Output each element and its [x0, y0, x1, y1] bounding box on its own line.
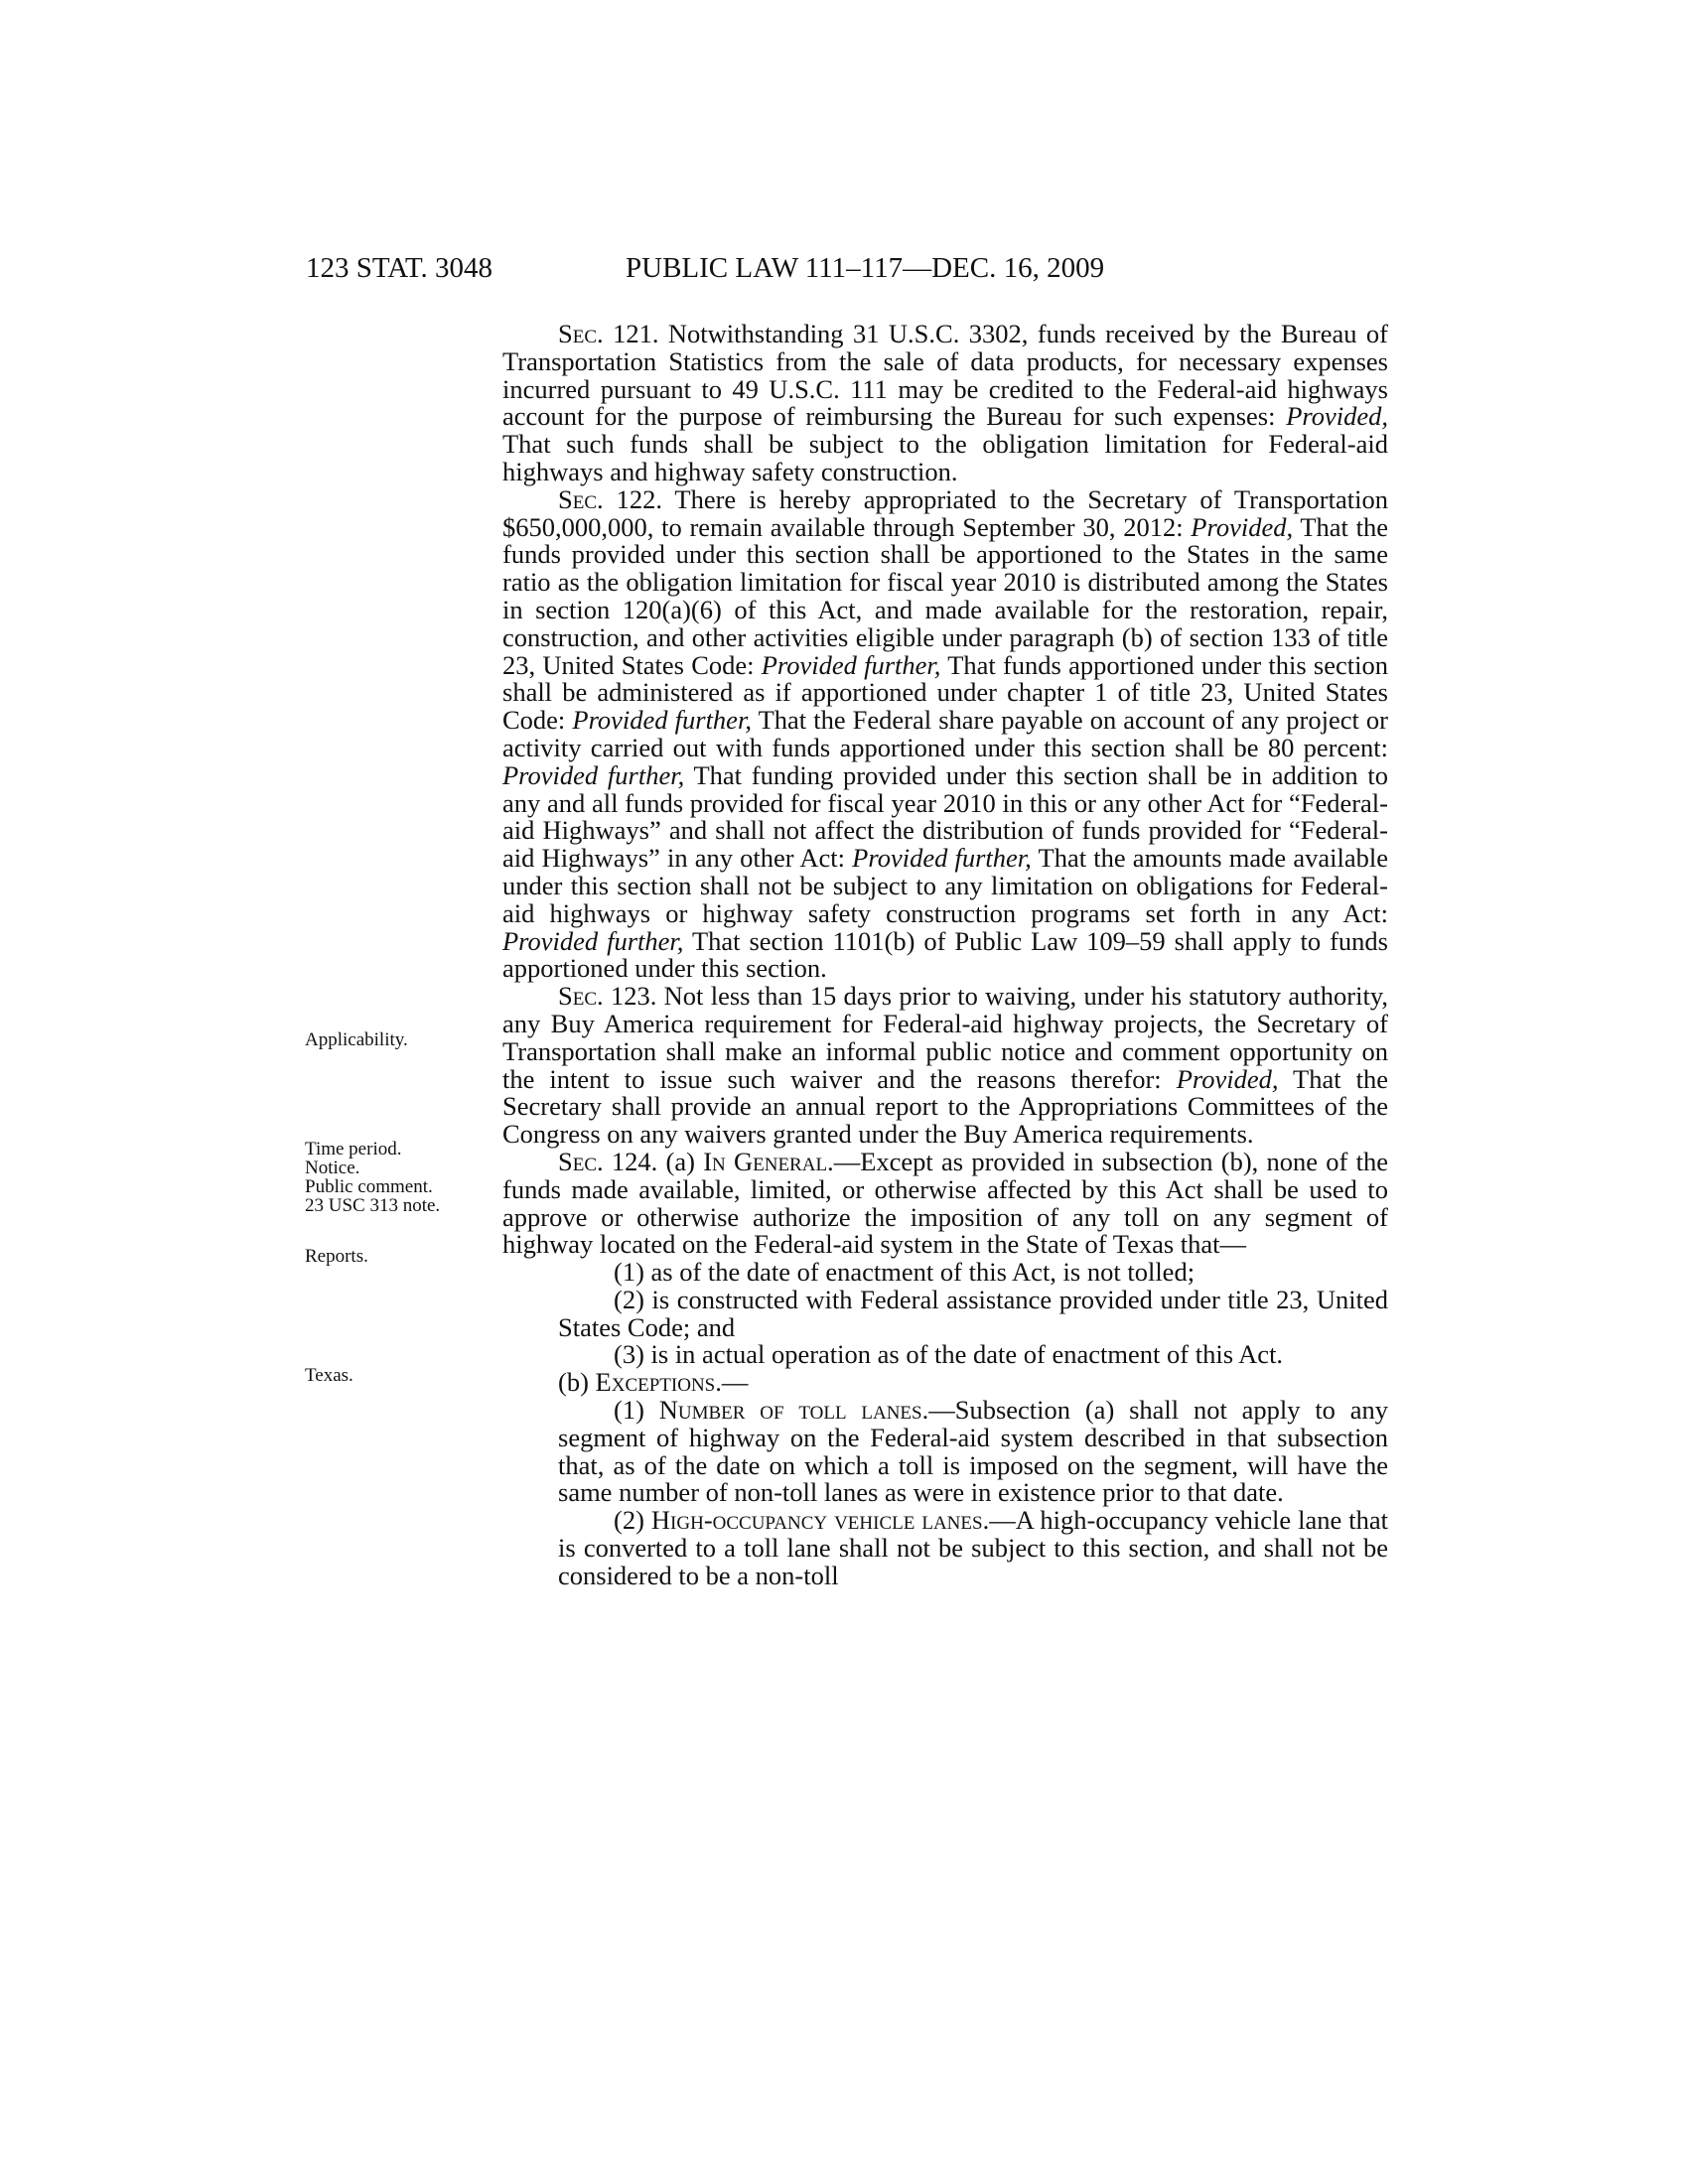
section-label: Sec. 123.	[558, 981, 657, 1012]
paragraph-b2: (2) High-occupancy vehicle lanes.—A high-occupancy vehicle lane that is converted to a toll lane shall not be subject to this section, and shall not be considered to be a non-toll	[558, 1505, 1388, 1590]
margin-note-time-period: Time period.	[305, 1139, 402, 1160]
paragraph-heading: High-occupancy vehicle lanes.	[650, 1505, 990, 1536]
margin-note-public-comment: Public comment.	[305, 1176, 433, 1197]
public-law-reference: PUBLIC LAW 111–117—DEC. 16, 2009	[626, 252, 1105, 284]
section-124: Sec. 124. (a) In General.—Except as provided in subsection (b), none of the funds made available, limited, or otherwise affected by this Act shall be used to approve or otherwise authorize the imposition of any toll on any segment of highway located on the Federal-aid system in the State of Texas that—	[502, 1146, 1388, 1260]
section-123: Sec. 123. Not less than 15 days prior to waiving, under his statutory authority, any Buy America requirement for Federal-aid highway projects, the Secretary of Transportation shall make an informal public notice and comment opportunity on the intent to issue such waiver and the reasons therefor: Provided, That the Secretary shall provide an annual report to the Appropriations Committees of the Congress on any waivers granted under the Buy America requirements.	[502, 981, 1389, 1150]
margin-note-reports: Reports.	[305, 1246, 368, 1267]
paragraph-b1: (1) Number of toll lanes.—Subsection (a) shall not apply to any segment of highway on the Federal-aid system described in that subsection that, as of the date on which a toll is imposed on the segment, will have the same number of non-toll lanes as were in existence prior to that date.	[558, 1395, 1389, 1508]
statute-body	[502, 321, 1388, 1590]
margin-note-notice: Notice.	[305, 1158, 360, 1178]
section-121: Sec. 121. Notwithstanding 31 U.S.C. 3302, funds received by the Bureau of Transportation Statistics from the sale of data products, for necessary expenses incurred pursuant to 49 U.S.C. 111 may be credited to the Federal-aid highways account for the purpose of reimbursing the Bureau for such expenses: Provided, That such funds shall be subject to the obligation limitation for Federal-aid highways and highway safety construction.	[502, 319, 1389, 486]
list-item: (1) as of the date of enactment of this Act, is not tolled;	[614, 1257, 1196, 1288]
subsection-heading: In General.	[703, 1146, 834, 1176]
subsection-b: (b) Exceptions.—	[558, 1367, 749, 1398]
statute-reference: 123 STAT. 3048	[306, 252, 493, 284]
list-item: (3) is in actual operation as of the date of enactment of this Act.	[614, 1339, 1284, 1370]
subsection-heading: Exceptions.	[595, 1367, 722, 1398]
section-label: Sec. 124.	[558, 1146, 658, 1176]
section-label: Sec. 121.	[558, 319, 659, 348]
page-header	[306, 248, 1219, 288]
margin-note-applicability: Applicability.	[305, 1029, 408, 1050]
paragraph-heading: Number of toll lanes.	[658, 1395, 929, 1426]
list-item: (2) is constructed with Federal assistance provided under title 23, United States Code; and	[558, 1284, 1388, 1342]
margin-note-texas: Texas.	[305, 1365, 353, 1386]
margin-note-usc: 23 USC 313 note.	[305, 1195, 441, 1216]
section-label: Sec. 122.	[558, 483, 662, 514]
section-122: Sec. 122. There is hereby appropriated to the Secretary of Transportation $650,000,000, to remain available through September 30, 2012: Provided, That the funds provided under this section shall be apportioned to the States in the same ratio as the obligation limitation for fiscal year 2010 is distributed among the States in section 120(a)(6) of this Act, and made available for the restoration, repair, construction, and other activities eligible under paragraph (b) of section 133 of title 23, United States Code: Provided further, That funds apportioned under this section shall be administered as if apportioned under chapter 1 of title 23, United States Code: Provided further, That the Federal share payable on account of any project or activity carried out with funds apportioned under this section shall be 80 percent: Provided further, That funding provided under this section shall be in addition to any and all funds provided for fiscal year 2010 in this or any other Act for “Federal-aid Highways” and shall not affect the distribution of funds provided for “Federal-aid Highways” in any other Act: Provided further, That the amounts made available under this section shall not be subject to any limitation on obligations for Federal-aid highways or highway safety construction programs set forth in any Act: Provided further, That section 1101(b) of Public Law 109–59 shall apply to funds apportioned under this section.	[502, 483, 1389, 984]
